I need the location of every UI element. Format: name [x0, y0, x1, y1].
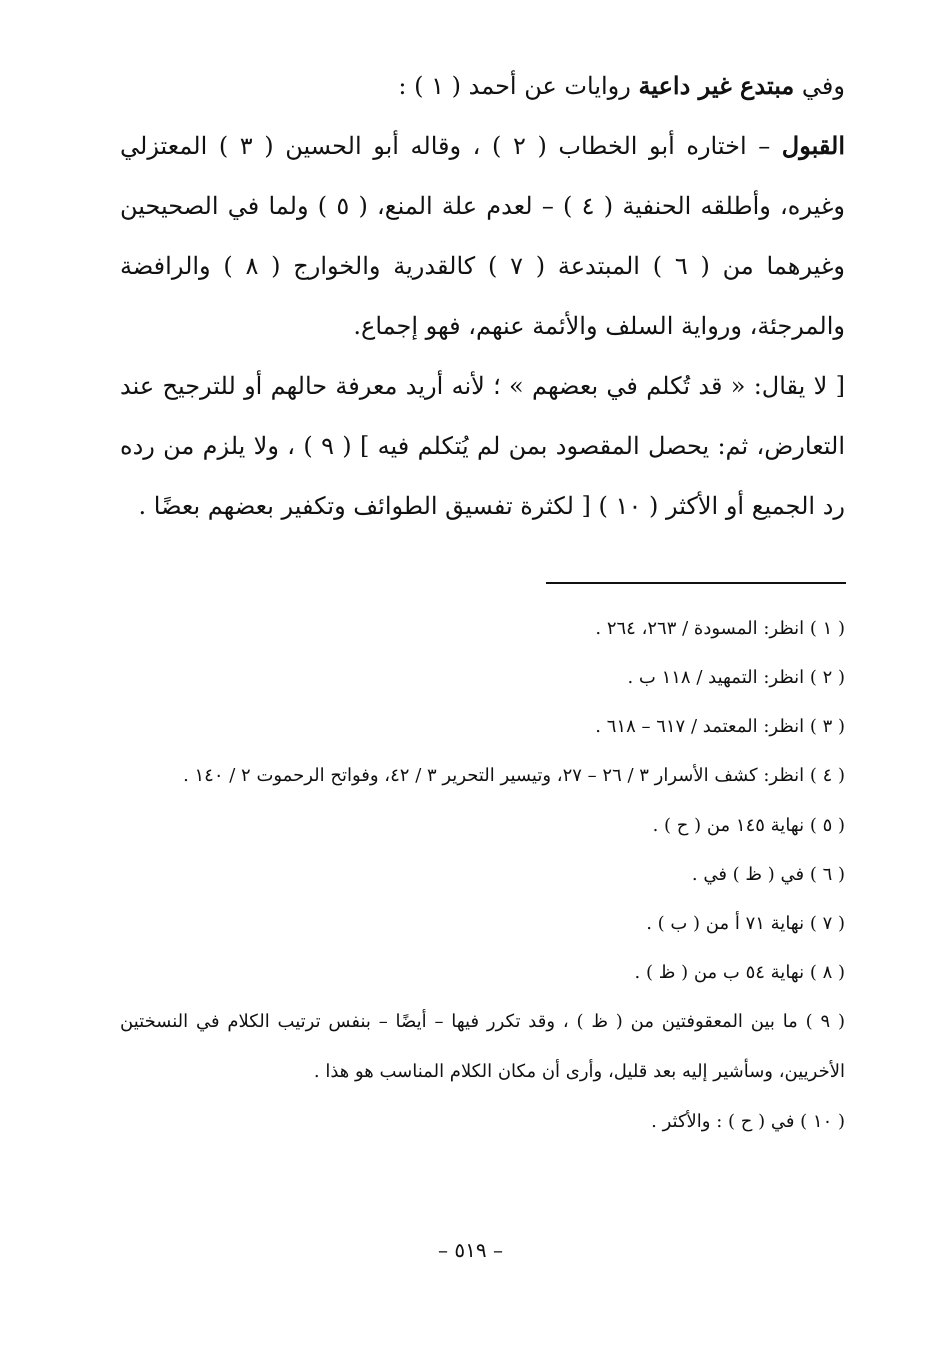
footnote-6: ( ٦ ) في ( ظ ) في .	[691, 864, 845, 885]
paragraph-1-suffix: روايات عن أحمد ( ١ ) :	[398, 72, 639, 100]
paragraph-1-bold-phrase: مبتدع غير داعية	[638, 71, 795, 100]
footnote-7: ( ٧ ) نهاية ٧١ أ من ( ب ) .	[646, 913, 845, 934]
footnote-10: ( ١٠ ) في ( ح ) : والأكثر .	[651, 1111, 845, 1132]
paragraph-1	[120, 56, 845, 116]
paragraph-2	[120, 116, 845, 356]
paragraph-2-bold-term: القبول	[781, 131, 845, 160]
footnote-9: ( ٩ ) ما بين المعقوفتين من ( ظ ) ، وقد تكرر فيها – أيضًا – بنفس ترتيب الكلام في النسختين الأخريين، وسأشير إليه بعد قليل، وأرى أن مكان الكلام المناسب هو هذا .	[120, 1011, 845, 1082]
footnotes	[120, 604, 845, 1146]
footnote-5: ( ٥ ) نهاية ١٤٥ من ( ح ) .	[652, 815, 845, 836]
footnote-1: ( ١ ) انظر: المسودة / ٢٦٣، ٢٦٤ .	[595, 618, 845, 639]
paragraph-2-text: – اختاره أبو الخطاب ( ٢ ) ، وقاله أبو الحسين ( ٣ ) المعتزلي وغيره، وأطلقه الحنفية ( ٤ ) – لعدم علة المنع، ( ٥ ) ولما في الصحيحين وغيرهما من ( ٦ ) المبتدعة ( ٧ ) كالقدرية والخوارج ( ٨ ) والرافضة والمرجئة، ورواية السلف والأئمة عنهم، فهو إجماع.	[120, 132, 846, 340]
main-text-block	[120, 56, 845, 536]
paragraph-3	[120, 356, 845, 536]
footnote-divider	[546, 582, 846, 584]
footnote-2: ( ٢ ) انظر: التمهيد / ١١٨ ب .	[627, 667, 845, 688]
footnote-4: ( ٤ ) انظر: كشف الأسرار ٣ / ٢٦ – ٢٧، وتيسير التحرير ٣ / ٤٢، وفواتح الرحموت ٢ / ١٤٠ .	[183, 765, 845, 786]
page-number: – ٥١٩ –	[438, 1238, 503, 1262]
paragraph-3-text: [ لا يقال: « قد تُكلم في بعضهم » ؛ لأنه أريد معرفة حالهم أو للترجيح عند التعارض، ثم: يحصل المقصود بمن لم يُتكلم فيه ] ( ٩ ) ، ولا يلزم من رده رد الجميع أو الأكثر ( ١٠ ) [ لكثرة تفسيق الطوائف وتكفير بعضهم بعضًا .	[120, 372, 845, 520]
footnote-8: ( ٨ ) نهاية ٥٤ ب من ( ظ ) .	[634, 962, 845, 983]
paragraph-1-prefix: وفي	[794, 72, 845, 100]
footnote-3: ( ٣ ) انظر: المعتمد / ٦١٧ – ٦١٨ .	[595, 716, 845, 737]
